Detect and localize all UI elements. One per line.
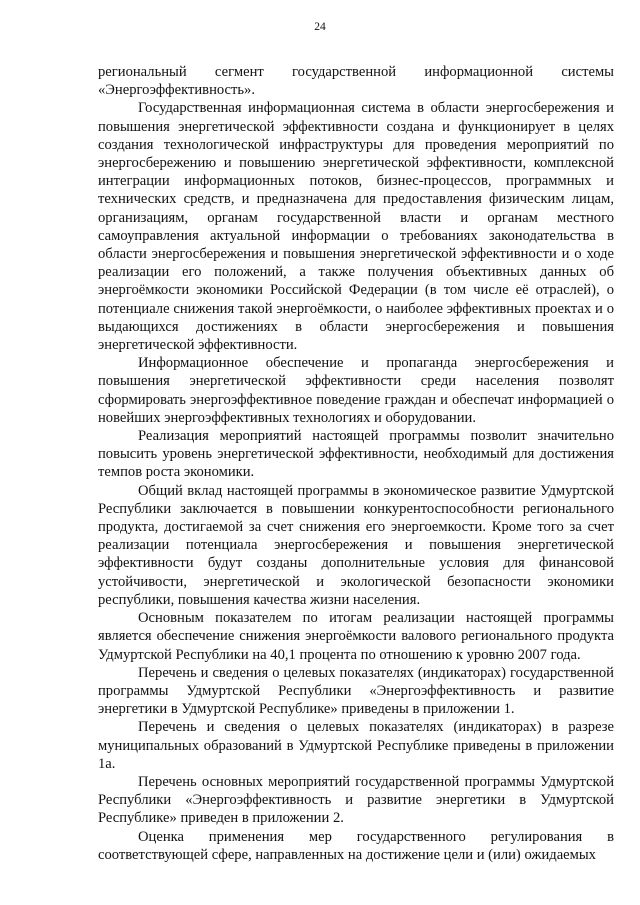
paragraph-continuation: региональный сегмент государственной информационной системы «Энергоэффективность».	[98, 64, 614, 99]
page-number: 24	[314, 21, 326, 33]
paragraph-gis-description: Государственная информационная система в области энергосбережения и повышения энергетической эффективности создана и функционирует в целях создания технологической инфраструктуры для проведения мероприятий по энергосбережению и повышению энергетической эффективности, комплексной интеграции информационных потоков, бизнес-процессов, программных и технических средств, и предназначена для предоставления физическим лицам, организациям, органам государственной власти и органам местного самоуправления актуальной информации о требованиях законодательства в области энергосбережения и повышения энергетической эффективности и о ходе реализации его положений, а также получения объективных данных об энергоёмкости экономики Российской Федерации (в том числе её отраслей), о потенциале снижения такой энергоёмкости, о наиболее эффективных проектах и о выдающихся достижениях в области энергосбережения и повышения энергетической эффективности.	[98, 100, 614, 354]
paragraph-regulation-assessment: Оценка применения мер государственного регулирования в соответствующей сфере, направленных на достижение цели и (или) ожидаемых	[98, 828, 614, 863]
paragraph-information-support: Информационное обеспечение и пропаганда энергосбережения и повышения энергетической эффективности среди населения позволят сформировать энергоэффективное поведение граждан и обеспечат информацией о новейших энергоэффективных технологиях и оборудовании.	[98, 355, 614, 426]
paragraph-appendix-1a: Перечень и сведения о целевых показателях (индикаторах) в разрезе муниципальных образований в Удмуртской Республике приведены в приложении 1а.	[98, 719, 614, 772]
document-body	[98, 63, 614, 864]
paragraph-appendix-2: Перечень основных мероприятий государственной программы Удмуртской Республики «Энергоэффективность и развитие энергетики в Удмуртской Республике» приведен в приложении 2.	[98, 773, 614, 827]
paragraph-program-implementation: Реализация мероприятий настоящей программы позволит значительно повысить уровень энергетической эффективности, необходимый для достижения темпов роста экономики.	[98, 428, 614, 481]
paragraph-economic-contribution: Общий вклад настоящей программы в экономическое развитие Удмуртской Республики заключается в повышении конкурентоспособности регионального продукта, достигаемой за счет снижения его энергоемкости. Кроме того за счет реализации потенциала энергосбережения и повышения энергетической эффективности будут созданы дополнительные условия для финансовой устойчивости, энергетической и экологической безопасности экономики республики, повышения качества жизни населения.	[98, 482, 614, 608]
paragraph-appendix-1: Перечень и сведения о целевых показателях (индикаторах) государственной программы Удмуртской Республики «Энергоэффективность и развитие энергетики в Удмуртской Республике» приведены в приложении 1.	[98, 664, 614, 718]
paragraph-main-indicator: Основным показателем по итогам реализации настоящей программы является обеспечение снижения энергоёмкости валового регионального продукта Удмуртской Республики на 40,1 процента по отношению к уровню 2007 года.	[98, 610, 614, 663]
